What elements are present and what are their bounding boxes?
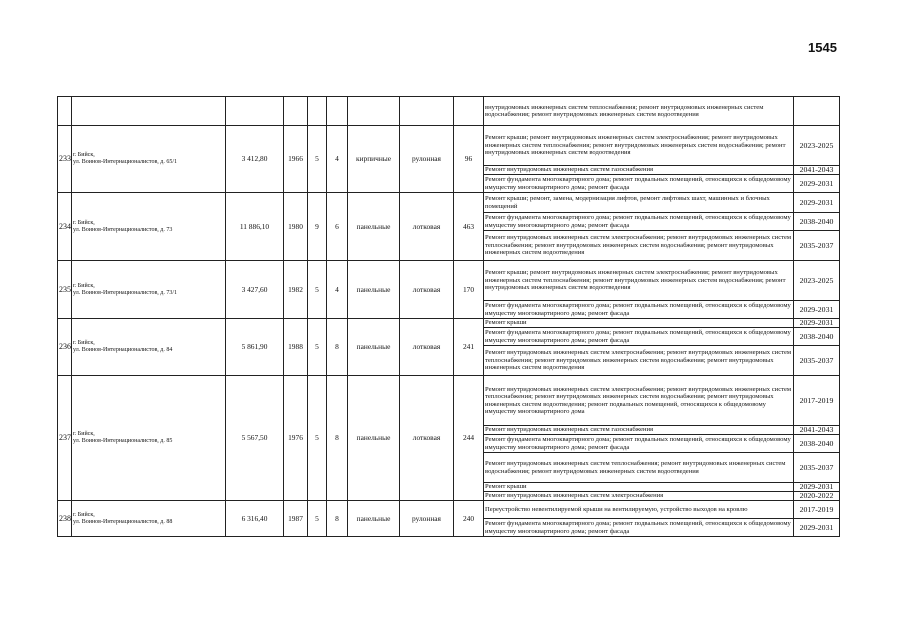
work-description: Ремонт внутридомовых инженерных систем электроснабжения; ремонт внутридомовых инженерных систем теплоснабжения; ремонт внутридомовых инженерных систем водоснабжения; ремонт внутридомовых инженерных систем водоотведения [484,231,794,261]
cell-empty [348,97,400,126]
cell-empty [284,97,308,126]
work-period: 2029-2031 [794,319,840,328]
work-description: Ремонт крыши [484,483,794,492]
cell-empty [308,97,327,126]
cell-empty [327,97,348,126]
work-description: Ремонт внутридомовых инженерных систем электроснабжения; ремонт внутридомовых инженерных систем теплоснабжения; ремонт внутридомовых инженерных систем водоснабжения; ремонт внутридомовых инженерных систем водоотведения; ремонт подвальных помещений, относящихся к общедомовому имуществу многоквартирного дома [484,376,794,426]
floor-count: 5 [308,376,327,501]
work-period: 2038-2040 [794,213,840,231]
house-area: 3 412,80 [226,126,284,193]
floor-count: 5 [308,501,327,537]
floor-count: 9 [308,193,327,261]
floor-count: 5 [308,261,327,319]
build-year: 1988 [284,319,308,376]
continuation-row [58,97,840,126]
work-description: Ремонт внутридомовых инженерных систем теплоснабжения; ремонт внутридомовых инженерных систем водоснабжения; ремонт внутридомовых инженерных систем водоотведения [484,453,794,483]
house-address: г. Бийск, ул. Воинов-Интернационалистов, д. 84 [72,319,226,376]
roof-type: рулонная [400,126,454,193]
entrance-count: 8 [327,376,348,501]
table-row [58,319,840,328]
build-year: 1980 [284,193,308,261]
cell-empty [400,97,454,126]
table-row [58,193,840,213]
wall-material: панельные [348,501,400,537]
table-body [58,97,840,537]
house-address: г. Бийск, ул. Воинов-Интернационалистов, д. 85 [72,376,226,501]
apartment-count: 96 [454,126,484,193]
work-description: Ремонт внутридомовых инженерных систем газоснабжения [484,166,794,175]
work-period: 2038-2040 [794,435,840,453]
cell-empty [72,97,226,126]
cell-empty [226,97,284,126]
cell-empty [794,97,840,126]
floor-count: 5 [308,319,327,376]
entrance-count: 4 [327,126,348,193]
table-row [58,501,840,519]
work-period: 2023-2025 [794,261,840,301]
roof-type: лотковая [400,319,454,376]
build-year: 1966 [284,126,308,193]
house-area: 3 427,60 [226,261,284,319]
work-description: Ремонт фундамента многоквартирного дома; ремонт подвальных помещений, относящихся к общедомовому имуществу многоквартирного дома; ремонт фасада [484,301,794,319]
roof-type: рулонная [400,501,454,537]
apartment-count: 244 [454,376,484,501]
work-description: Ремонт фундамента многоквартирного дома; ремонт подвальных помещений, относящихся к общедомовому имуществу многоквартирного дома; ремонт фасада [484,175,794,193]
entrance-count: 8 [327,501,348,537]
work-description: Ремонт фундамента многоквартирного дома; ремонт подвальных помещений, относящихся к общедомовому имуществу многоквартирного дома; ремонт фасада [484,519,794,537]
roof-type: лотковая [400,193,454,261]
work-period: 2029-2031 [794,519,840,537]
roof-type: лотковая [400,376,454,501]
work-period: 2035-2037 [794,453,840,483]
wall-material: панельные [348,193,400,261]
table-row [58,126,840,166]
cell-empty [58,97,72,126]
work-description: Переустройство невентилируемой крыши на вентилируемую, устройство выходов на кровлю [484,501,794,519]
work-period: 2035-2037 [794,231,840,261]
house-area: 11 886,10 [226,193,284,261]
work-description: внутридомовых инженерных систем теплоснабжения; ремонт внутридомовых инженерных систем водоснабжения; ремонт внутридомовых инженерных систем водоотведения [484,97,794,126]
house-address: г. Бийск, ул. Воинов-Интернационалистов, д. 73 [72,193,226,261]
apartment-count: 170 [454,261,484,319]
work-period: 2017-2019 [794,501,840,519]
work-description: Ремонт внутридомовых инженерных систем электроснабжения [484,492,794,501]
cell-empty [454,97,484,126]
house-address: г. Бийск, ул. Воинов-Интернационалистов, д. 73/1 [72,261,226,319]
wall-material: панельные [348,376,400,501]
house-address: г. Бийск, ул. Воинов-Интернационалистов, д. 88 [72,501,226,537]
work-description: Ремонт крыши; ремонт внутридомовых инженерных систем электроснабжения; ремонт внутридомовых инженерных систем теплоснабжения; ремонт внутридомовых инженерных систем водоснабжения; ремонт внутридомовых инженерных систем водоотведения [484,126,794,166]
entrance-count: 4 [327,261,348,319]
work-period: 2029-2031 [794,175,840,193]
work-description: Ремонт крыши [484,319,794,328]
apartment-count: 463 [454,193,484,261]
work-period: 2038-2040 [794,328,840,346]
capital-repair-table [57,96,840,537]
work-period: 2035-2037 [794,346,840,376]
house-number: 236 [58,319,72,376]
page-number: 1545 [808,40,837,55]
work-description: Ремонт фундамента многоквартирного дома; ремонт подвальных помещений, относящихся к общедомовому имуществу многоквартирного дома; ремонт фасада [484,328,794,346]
house-number: 235 [58,261,72,319]
table-row [58,376,840,426]
house-number: 238 [58,501,72,537]
work-description: Ремонт фундамента многоквартирного дома; ремонт подвальных помещений, относящихся к общедомовому имуществу многоквартирного дома; ремонт фасада [484,435,794,453]
work-period: 2029-2031 [794,301,840,319]
roof-type: лотковая [400,261,454,319]
wall-material: кирпичные [348,126,400,193]
work-description: Ремонт фундамента многоквартирного дома; ремонт подвальных помещений, относящихся к общедомовому имуществу многоквартирного дома; ремонт фасада [484,213,794,231]
house-number: 234 [58,193,72,261]
work-description: Ремонт крыши; ремонт внутридомовых инженерных систем электроснабжения; ремонт внутридомовых инженерных систем теплоснабжения; ремонт внутридомовых инженерных систем водоснабжения; ремонт внутридомовых инженерных систем водоотведения [484,261,794,301]
work-description: Ремонт внутридомовых инженерных систем электроснабжения; ремонт внутридомовых инженерных систем теплоснабжения; ремонт внутридомовых инженерных систем водоснабжения; ремонт внутридомовых инженерных систем водоотведения [484,346,794,376]
house-number: 233 [58,126,72,193]
entrance-count: 8 [327,319,348,376]
wall-material: панельные [348,261,400,319]
house-area: 5 861,90 [226,319,284,376]
work-description: Ремонт внутридомовых инженерных систем газоснабжения [484,426,794,435]
work-period: 2020-2022 [794,492,840,501]
house-address: г. Бийск, ул. Воинов-Интернационалистов, д. 65/1 [72,126,226,193]
apartment-count: 240 [454,501,484,537]
floor-count: 5 [308,126,327,193]
work-period: 2023-2025 [794,126,840,166]
work-period: 2041-2043 [794,426,840,435]
entrance-count: 6 [327,193,348,261]
table-row [58,261,840,301]
work-description: Ремонт крыши; ремонт, замена, модернизация лифтов, ремонт лифтовых шахт, машинных и блочных помещений [484,193,794,213]
build-year: 1987 [284,501,308,537]
wall-material: панельные [348,319,400,376]
house-number: 237 [58,376,72,501]
build-year: 1982 [284,261,308,319]
work-period: 2017-2019 [794,376,840,426]
build-year: 1976 [284,376,308,501]
house-area: 6 316,40 [226,501,284,537]
work-period: 2029-2031 [794,193,840,213]
work-period: 2041-2043 [794,166,840,175]
work-period: 2029-2031 [794,483,840,492]
apartment-count: 241 [454,319,484,376]
house-area: 5 567,50 [226,376,284,501]
